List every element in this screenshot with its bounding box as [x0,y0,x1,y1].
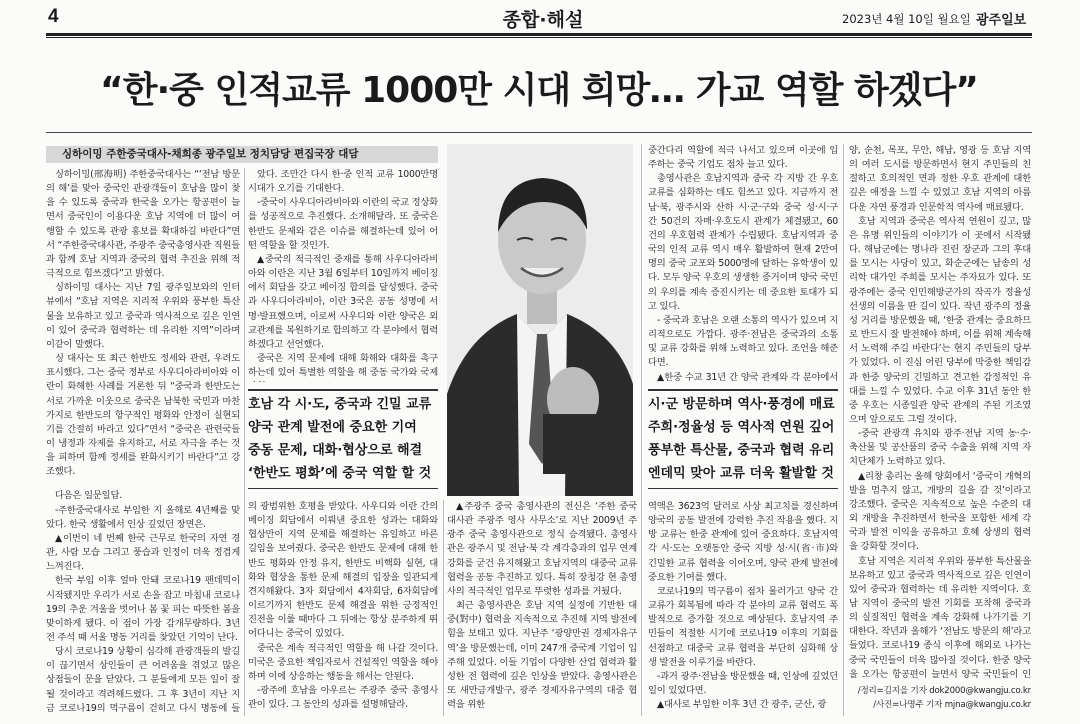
paragraph: 중국은 계속 적극적인 역할을 해 나갈 것이다. 미국은 중요한 책임자로서 건설적인 역할을 해야 하며 이에 상응하는 행동을 해서는 안된다. [248,642,438,682]
paragraph: 최근 총영사관은 호남 지역 실정에 기반한 대중(對中) 협력을 지속적으로 추진해 지역 발전에 힘을 보태고 있다. 지난주 ‘광양만권 경제자유구역’을 방문했는데, 이미 247개 중국계 기업이 입주해 있었다. 이들 기업이 다양한 산업 협력과 활성한 전 협력에 깊은 인상을 받았다. 총영사관은 또 새만금개발구, 광주 경제자유구역의 대중 협력을 위한 [447,600,637,711]
paragraph: 았다. 조만간 다시 한·중 인적 교류 1000만명 시대가 오기를 기대한다. [248,169,438,195]
portrait-illustration [447,144,633,496]
article-column-1 [46,168,240,716]
page-header [0,0,1080,34]
credits [849,684,1031,718]
paragraph: 의 광범위한 호평을 받았다. 사우디와 이란 간의 베이징 회담에서 이뤄낸 중요한 성과는 대화와 협상만이 지역 문제를 해결하는 유일하고 바른 길임을 보여줬다. 중국은 한반도 문제에 대해 한반도 평화와 안정 유지, 한반도 비핵화 실현, 대화와 협상을 통한 문제 해결의 입장을 일관되게 견지해왔다. 3자 회담에서 4자회담, 6자회담에 이르기까지 한반도 문제 해결을 위한 긍정적인 진전을 이룰 때마다 그 뒤에는 항상 분주하게 뛰어다니는 중국이 있었다. [248,501,438,640]
paragraph: ▲주광주 중국 총영사관의 전신은 ‘주한 중국대사관 주광주 영사 사무소’로 지난 2009년 주광주 중국 총영사관으로 정식 승격됐다. 총영사관은 광주시 및 전남·북 각 계각층과의 업무 연계 강화를 굳건 유지해왔고 호남지역의 대중국 교류 협력을 공동 추진하고 있다. 특히 장청강 현 총영사의 적극적인 업무로 뚜렷한 성과를 거뒀다. [447,501,637,597]
paragraph: ▲대사로 부임한 이후 3년 간 광주, 군산, 광 [657,699,827,711]
paragraph: 싱 대사는 또 최근 한반도 정세와 관련, 우려도 표시했다. 그는 중국 정부로 사우디아라비아와 이란이 화해한 사례를 거론한 뒤 “중국과 한반도는 서로 가까운 이웃으로 중국은 남북한 국민과 마찬가지로 한반도의 항구적인 평화와 안정이 실현되기를 간절히 바라고 있다”면서 “중국은 관련국들이 냉정과 자제를 유지하고, 서로 자극을 주는 것을 피하며 함께 정세를 완화시키기 바란다”고 강조했다. [46,353,240,478]
article-column-2-top [248,168,438,382]
paragraph: 호남 지역은 지리적 우위와 풍부한 특산물을 보유하고 있고 중국과 역사적으로 깊은 인연이 있어 중국과 협력하는 데 유리한 지역이다. 호남 지역이 중국의 발전 기회를 포착해 중국과의 실질적인 협력을 계속 강화해 나가기를 기대한다. 작년과 올해가 ‘전남도 방문의 해’라고 들었다. 코로나19 종식 이후에 해외로 나가는 중국 국민들이 더욱 많아질 것이다. 한중 양국을 오가는 항공편이 늘면서 양국 국민들이 인 [849,555,1031,680]
byline-bar: 싱하이밍 주한중국대사-채희종 광주일보 정치담당 편집국장 대담 [46,146,438,163]
paragraph: ▲이번이 네 번째 한국 근무로 한국의 자연 경관, 사람 모습 그리고 풍습과 인정이 더욱 정겹게 느껴진다. [46,532,240,573]
pull-quote-line: 시·군 방문하며 역사·풍경에 매료 [648,397,835,412]
photo-credit: /사진=나명주 기자 mjna@kwangju.co.kr [873,700,1031,710]
paragraph: 다음은 일문일답. [55,490,122,502]
paragraph: 코로나19의 먹구름이 점차 물러가고 양국 간 교류가 회복됨에 따라 각 분야의 교류 협력도 폭발적으로 증가할 것으로 예상된다. 호남지역 주민들이 적절한 시기에 코로나19 이후의 기회를 선점하고 대중국 교류 협력을 부단히 심화해 상생 발전을 이루기를 바란다. [648,585,838,668]
pull-quote-line: 중동 문제, 대화·협상으로 해결 [248,443,423,458]
pull-quote-rule [248,389,438,391]
paragraph: 당시 코로나19 상황이 심각해 관광객들의 발길이 끊기면서 상인들이 큰 어려움을 겪었고 많은 상점들이 문을 닫았다. 그 분들에게 모든 일이 잘 될 것이라고 격려해드렸다. 그 후 3년이 지난 지금 코로나19의 먹구름이 걷히고 다시 명동에 들 [46,646,240,714]
column-rule [843,144,844,716]
paragraph: -과거 광주·전남을 방문했을 때, 인상에 깊었던 일이 있었다면. [648,670,838,697]
issue-date: 2023년 4월 10일 월요일 [842,12,971,26]
column-rule [443,500,444,716]
paragraph: ▲중국의 적극적인 중재를 통해 사우디아라비아와 이란은 지난 3월 6일부터 10일까지 베이징에서 회담을 갖고 베이징 합의를 달성했다. 중국과 사우디아라비아, 이란 3국은 공동 성명에 서명·발표했으며, 이로써 사우디와 이란 양국은 외교관계를 복원하기로 합의하고 각 분야에서 협력하겠다고 선언했다. [248,253,438,350]
headline-rule [46,132,1032,133]
paragraph: 싱하이밍 대사는 지난 7일 광주일보와의 인터뷰에서 “호남 지역은 지리적 우위와 풍부한 특산물을 보유하고 있고 중국과 역사적으로 깊은 인연이 있어 중국과 협력하는 데 유리한 지역”이라며 이같이 말했다. [46,282,240,350]
paragraph: 싱하이밍(邢海明) 주한중국대사는 “‘전남 방문의 해’를 맞아 중국인 관광객들이 호남을 많이 찾을 수 있도록 중국과 한국을 오가는 항공편이 늘면서 중국인이 이용다운 호남 지역에 더 많이 여행할 수 있도록 관광 홍보를 확대하길 바란다”면서 “주한중국대사관, 주광주 중국총영사관 직원들과 함께 호남 지역과 중국의 협력 추진을 위해 적극적으로 힘쓰겠다”고 밝혔다. [46,169,240,280]
header-rule [46,33,1032,36]
page-number: 4 [48,6,59,27]
article-column-2-bottom [248,500,438,716]
article-column-3-bottom [447,500,637,716]
paper-name: 광주일보 [976,13,1027,28]
pull-quote-rule [648,488,838,489]
pull-quote-left [248,393,448,485]
headline: “한·중 인적교류 1000만 시대 희망… 가교 역할 하겠다” [100,70,978,111]
paragraph: - 중국과 호남은 오랜 소통의 역사가 있으며 지리적으로도 가깝다. 광주·전남은 중국과의 소통 및 교류 강화를 위해 노력하고 있다. 조언을 해준다면. [648,314,838,369]
writer-credit: /정리=김지을 기자 dok2000@kwangju.co.kr [857,686,1031,696]
pull-quote-line: 양국 관계 발전에 중요한 기여 [248,420,417,435]
pull-quote-line: 주희·정율성 등 역사적 연원 깊어 [648,420,835,435]
article-column-5 [849,144,1031,682]
paragraph: 한국 부임 이후 얼마 안돼 코로나19 팬데믹이 시작됐지만 우리가 서로 손을 잡고 마침내 코로나19의 추운 겨울을 벗어나 봄 꽃 피는 따뜻한 봄을 맞이하게 됐다. 이 점이 가장 감개무량하다. 3년 전 주석 때 서울 명동 거리를 찾았던 기억이 난다. [46,575,240,643]
paragraph: ▲한중 수교 31년 간 양국 관계와 각 분야에서 [657,371,838,383]
pull-quote-rule [648,389,838,391]
ambassador-photo [447,144,633,496]
paragraph: 총영사관은 호남지역과 중국 각 지방 간 우호 교류를 심화하는 데도 힘쓰고 있다. 지금까지 전남·북, 광주시와 산하 시·군·구와 중국 성·시·구 간 50건의 자매·우호도시 관계가 체결됐고, 60건의 우호협력 관계가 수립됐다. 호남지역과 중국의 인적 교류 역시 매우 활발하여 현재 2만여 명의 중국 교포와 5000명에 달하는 유학생이 있다. 모두 양국 우호의 생생한 증거이며 양국 국민의 우의를 계속 증진시키는 데 중요한 토대가 되고 있다. [648,173,838,312]
pull-quote-line: 엔데믹 맞아 교류 더욱 활발할 것 [648,466,834,481]
pull-quote-rule [248,488,438,489]
section-title: 종합·해설 [502,9,584,31]
paragraph: ▲리창 총리는 올해 양회에서 ‘중국이 개혁의 발을 멈추지 않고, 개방의 길을 갈 것’이라고 강조했다. 중국은 지속적으로 높은 수준의 대외 개방을 추진하면서 한국을 포함한 세계 각국과 발전 이익을 공유하고 호혜 상생의 협력을 강화할 것이다. [849,470,1031,553]
column-rule [641,144,642,716]
pull-quote-line: 풍부한 특산물, 중국과 협력 유리 [648,443,835,458]
paragraph: -중국이 사우디아라비아와 이란의 국교 정상화를 성공적으로 추진했다. 소개해달라. 또 중국은 한반도 문제와 같은 이슈를 해결하는데 있어 어떤 역할을 할 것인가. [248,197,438,251]
header-rule-thin [46,37,1032,38]
paragraph: 역액은 3623억 달러로 사상 최고치를 경신하며 양국의 공동 발전에 강력한 추진 작용을 했다. 지방 교류는 한중 관계에 있어 중요하다. 호남지역 각 시·도는 오랫동안 중국 지방 성·시(省·市)와 긴밀한 교류 협력을 이어오며, 양국 관계 발전에 중요한 기여를 했다. [648,501,838,583]
paragraph: 양, 순천, 목포, 무안, 해남, 영광 등 호남 지역의 여러 도시를 방문하면서 현지 주민들의 친절하고 호의적인 면과 정한 우호 관계에 대한 깊은 애정을 느낄 수 있었고 호남 지역의 아름다운 자연 풍경과 인문학적 역사에 매료됐다. [849,145,1031,213]
pull-quote-right [648,393,848,485]
paragraph: 호남 지역과 중국은 역사적 연원이 깊고, 많은 유명 위인들의 이야기가 이 곳에서 시작됐다. 해남군에는 명나라 진린 장군과 그의 후대를 모시는 사당이 있고, 화순군에는 남송의 성리학 대가인 주희를 모시는 주자묘가 있다. 또 광주에는 중국 인민해방군가의 작곡가 정율성 선생의 이름을 딴 길이 있다. 작년 광주의 정율성 거리를 방문했을 때, ‘한중 관계는 중요하므로 반드시 잘 발전해야 하며, 이를 위해 계속해서 노력해 주길 바란다’는 현지 주민들의 당부가 있었다. 이 진심 어린 당부에 막중한 책임감과 한중 양국의 긴밀하고 견고한 감정적인 유대를 느낄 수 있었다. 수교 이후 31년 동안 한중 우호는 시종일관 양국 관계의 주된 기조였으며 앞으로도 그럴 것이다. [849,215,1031,425]
paragraph: -주한중국대사로 부임한 지 올해로 4년째를 맞았다. 한국 생활에서 인상 깊었던 장면은. [46,504,240,530]
pull-quote-line: 호남 각 시·도, 중국과 긴밀 교류 [248,397,432,412]
pull-quote-line: ‘한반도 평화’에 중국 역할 할 것 [248,466,432,481]
column-rule [244,168,245,716]
article-column-4-bottom [648,500,838,716]
article-column-4-top [648,144,838,384]
paragraph: -광주에 호남을 아우르는 주광주 중국 총영사관이 있다. 그 동안의 성과를 설명해달라. [248,685,438,711]
paragraph: 중국은 지역 문제에 대해 화해와 대화를 촉구하는데 있어 특별한 역할을 해 중동 국가와 국제 [248,353,438,379]
paragraph: -중국 관광객 유치와 광주·전남 지역 농·수·축산물 및 공산품의 중국 수출을 위해 지역 자치단체가 노력하고 있다. [849,428,1031,468]
paragraph: 중간다리 역할에 적극 나서고 있으며 이곳에 입주하는 중국 기업도 점차 늘고 있다. [648,145,838,171]
